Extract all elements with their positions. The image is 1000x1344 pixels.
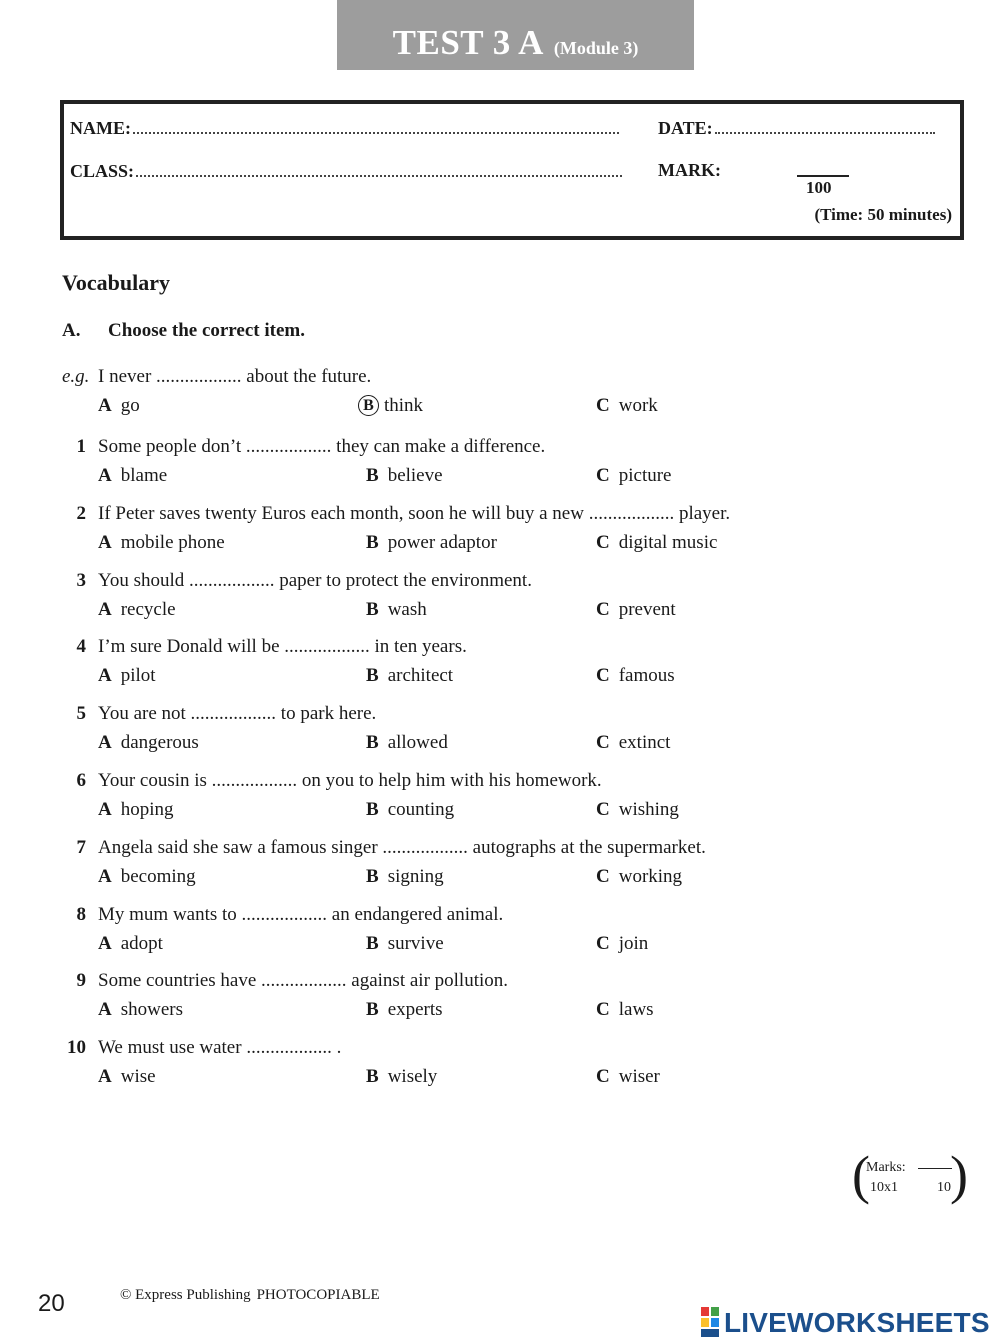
photocopiable-text: PHOTOCOPIABLE (256, 1287, 380, 1303)
answer-option-b[interactable] (366, 1066, 437, 1088)
option-letter: C (596, 599, 610, 620)
page-number: 20 (38, 1290, 65, 1317)
question-text: Some people don’t .................. they can make a difference. (98, 436, 546, 457)
answer-option-b[interactable] (366, 933, 444, 955)
answer-option-c[interactable] (596, 799, 679, 821)
answer-option-c[interactable] (596, 599, 676, 621)
option-text: counting (387, 799, 455, 820)
question-number: 3 (76, 570, 86, 591)
option-letter: A (98, 799, 112, 820)
question-text: We must use water .................. . (98, 1037, 342, 1058)
option-letter: C (596, 465, 610, 486)
question-number: 9 (76, 970, 86, 991)
section-title: Vocabulary (62, 270, 170, 295)
option-letter: A (98, 866, 112, 887)
question-number: 6 (76, 770, 86, 791)
answer-option-a[interactable] (98, 999, 183, 1021)
option-letter: C (596, 665, 610, 686)
option-letter: A (98, 1066, 112, 1087)
question-text: I’m sure Donald will be .................. in ten years. (98, 636, 467, 657)
answer-option-a[interactable] (98, 665, 156, 687)
option-text: picture (618, 465, 672, 486)
example-option-b-circled (358, 395, 423, 417)
question-text: Angela said she saw a famous singer .................. autographs at the supermarket. (98, 837, 706, 858)
name-line[interactable] (133, 117, 619, 134)
option-letter: A (98, 599, 112, 620)
example-option-c (596, 395, 658, 417)
option-letter: C (596, 999, 610, 1020)
option-letter: A (98, 465, 112, 486)
option-text: think (384, 395, 424, 416)
option-text: survive (387, 933, 444, 954)
option-letter: B (366, 1066, 379, 1087)
option-text: wash (387, 599, 427, 620)
class-label: CLASS: (70, 161, 135, 181)
answer-option-a[interactable] (98, 732, 199, 754)
option-text: famous (618, 665, 675, 686)
option-text: recycle (120, 599, 176, 620)
date-label: DATE: (658, 118, 713, 138)
option-text: wiser (618, 1066, 660, 1087)
mark-fraction-line[interactable] (797, 175, 849, 177)
question-number: 1 (76, 436, 86, 457)
answer-option-a[interactable] (98, 933, 163, 955)
answer-option-b[interactable] (366, 999, 443, 1021)
question-number: 7 (76, 837, 86, 858)
option-text: laws (618, 999, 654, 1020)
option-text: signing (387, 866, 444, 887)
student-info-box (60, 100, 964, 240)
option-letter: B (366, 933, 379, 954)
answer-option-c[interactable] (596, 532, 717, 554)
option-text: prevent (618, 599, 676, 620)
example-option-a (98, 395, 140, 417)
answer-option-b[interactable] (366, 799, 454, 821)
option-text: believe (387, 465, 443, 486)
option-text: architect (387, 665, 454, 686)
question-text: If Peter saves twenty Euros each month, soon he will buy a new .................. player. (98, 503, 731, 524)
question-text: You are not .................. to park here. (98, 703, 377, 724)
answer-option-b[interactable] (366, 532, 497, 554)
date-field[interactable] (658, 117, 935, 139)
option-letter: B (366, 665, 379, 686)
copyright-text: © Express Publishing (120, 1287, 251, 1303)
option-letter: B (366, 999, 379, 1020)
answer-option-c[interactable] (596, 465, 672, 487)
option-letter: C (596, 532, 610, 553)
right-paren: ) (950, 1145, 968, 1205)
option-letter: C (596, 732, 610, 753)
copyright-line (120, 1287, 380, 1304)
answer-option-a[interactable] (98, 599, 176, 621)
answer-option-c[interactable] (596, 1066, 660, 1088)
option-letter: B (366, 532, 379, 553)
marks-score-line[interactable] (918, 1168, 952, 1169)
option-letter: B (366, 465, 379, 486)
module-label: (Module 3) (553, 38, 639, 58)
option-letter: C (596, 866, 610, 887)
answer-option-c[interactable] (596, 665, 675, 687)
question-number: 2 (76, 503, 86, 524)
class-line[interactable] (136, 160, 622, 177)
question-number: 5 (76, 703, 86, 724)
answer-option-a[interactable] (98, 799, 174, 821)
option-letter: A (98, 999, 112, 1020)
option-letter: A (98, 732, 112, 753)
option-text: power adaptor (387, 532, 497, 553)
option-text: wisely (387, 1066, 438, 1087)
option-text: mobile phone (120, 532, 225, 553)
marks-box (852, 1145, 968, 1209)
example-text: I never .................. about the future. (98, 366, 372, 387)
option-text: digital music (618, 532, 718, 553)
option-text: join (618, 933, 649, 954)
option-text: go (120, 395, 140, 416)
question-number: 8 (76, 904, 86, 925)
answer-option-c[interactable] (596, 933, 648, 955)
section-instruction: Choose the correct item. (108, 320, 305, 341)
question-number: 10 (67, 1037, 86, 1058)
option-text: adopt (120, 933, 163, 954)
option-text: pilot (120, 665, 156, 686)
question-text: Your cousin is .................. on you to help him with his homework. (98, 770, 602, 791)
option-letter: A (98, 665, 112, 686)
option-text: hoping (120, 799, 174, 820)
option-letter: C (596, 933, 610, 954)
answer-option-b[interactable] (366, 465, 443, 487)
option-letter: A (98, 395, 112, 416)
circled-answer-letter: B (358, 395, 379, 416)
question-text: My mum wants to .................. an endangered animal. (98, 904, 504, 925)
answer-option-c[interactable] (596, 732, 670, 754)
answer-option-a[interactable] (98, 1066, 156, 1088)
option-text: becoming (120, 866, 196, 887)
option-text: wise (120, 1066, 156, 1087)
section-letter: A. (62, 320, 81, 341)
name-field[interactable] (70, 117, 619, 139)
question-text: Some countries have .................. against air pollution. (98, 970, 509, 991)
answer-option-c[interactable] (596, 866, 682, 888)
option-text: experts (387, 999, 443, 1020)
question-number: 4 (76, 636, 86, 657)
marks-total: 10 (937, 1180, 951, 1195)
left-paren: ( (852, 1145, 870, 1205)
option-text: extinct (618, 732, 671, 753)
answer-option-b[interactable] (366, 866, 444, 888)
brand-name: LIVEWORKSHEETS (724, 1307, 990, 1338)
answer-option-b[interactable] (366, 732, 448, 754)
example-label: e.g. (62, 366, 90, 387)
option-text: showers (120, 999, 184, 1020)
time-note: (Time: 50 minutes) (814, 205, 952, 224)
date-line[interactable] (715, 117, 935, 134)
answer-option-b[interactable] (366, 599, 427, 621)
answer-option-a[interactable] (98, 532, 225, 554)
answer-option-c[interactable] (596, 999, 654, 1021)
option-letter: B (366, 599, 379, 620)
answer-option-b[interactable] (366, 665, 453, 687)
option-letter: C (596, 1066, 610, 1087)
option-letter: A (98, 933, 112, 954)
option-letter: C (596, 799, 610, 820)
marks-multiplier: 10x1 (870, 1180, 898, 1195)
test-title-banner (337, 0, 694, 70)
test-title: TEST 3 A (392, 23, 544, 62)
option-letter: C (596, 395, 610, 416)
option-letter: B (366, 799, 379, 820)
answer-option-a[interactable] (98, 866, 196, 888)
marks-label: Marks: (866, 1160, 906, 1175)
option-letter: A (98, 532, 112, 553)
question-text: You should .................. paper to protect the environment. (98, 570, 532, 591)
class-field[interactable] (70, 160, 622, 182)
option-text: dangerous (120, 732, 199, 753)
answer-option-a[interactable] (98, 465, 167, 487)
mark-total: 100 (806, 178, 832, 197)
liveworksheets-icon (700, 1305, 722, 1339)
option-text: working (618, 866, 683, 887)
mark-label: MARK: (658, 160, 721, 180)
option-letter: B (366, 732, 379, 753)
option-text: blame (120, 465, 168, 486)
option-text: work (618, 395, 658, 416)
option-text: wishing (618, 799, 679, 820)
option-text: allowed (387, 732, 448, 753)
name-label: NAME: (70, 118, 131, 138)
option-letter: B (366, 866, 379, 887)
